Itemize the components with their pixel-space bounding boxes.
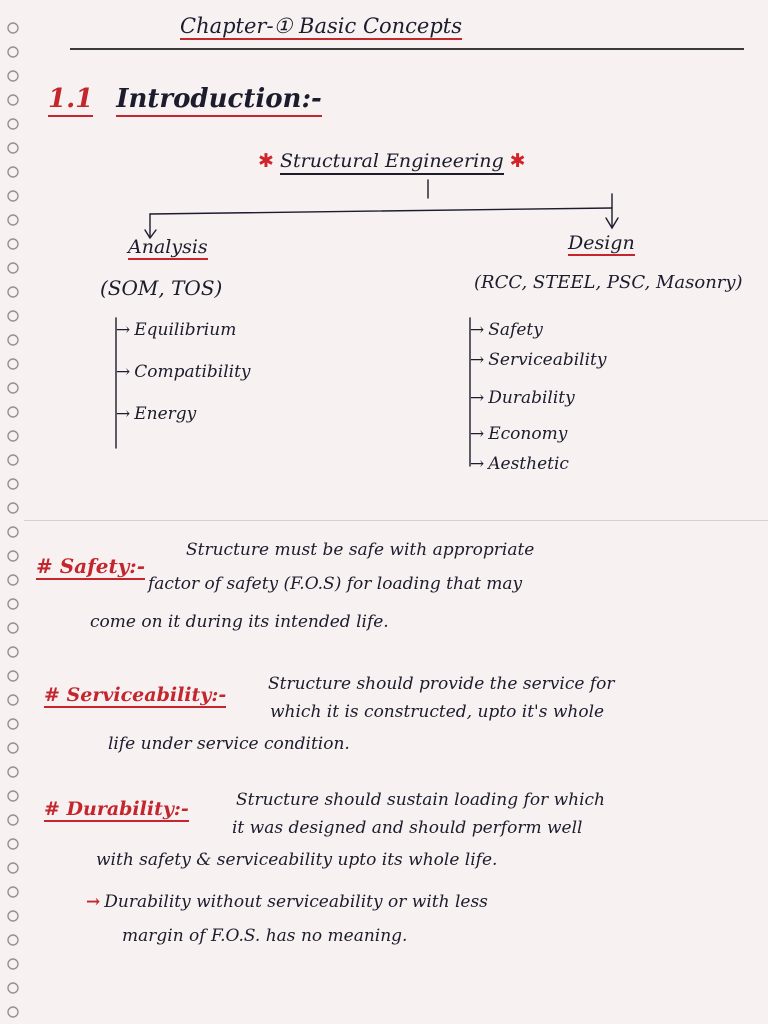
chapter-title: Chapter-① Basic Concepts bbox=[180, 14, 463, 38]
arrow-right-icon: → bbox=[470, 320, 485, 340]
arrow-right-icon: → bbox=[470, 454, 485, 474]
durability-line: with safety & serviceability upto its whole life. bbox=[96, 850, 498, 870]
arrow-right-icon: → bbox=[116, 404, 131, 424]
arrow-right-icon: → bbox=[470, 388, 485, 408]
ruled-line bbox=[70, 48, 744, 50]
arrow-right-icon: → bbox=[86, 892, 101, 912]
safety-line: Structure must be safe with appropriate bbox=[186, 540, 535, 560]
ruled-line bbox=[24, 520, 768, 521]
durability-heading: # Durability:- bbox=[44, 798, 189, 820]
safety-line: come on it during its intended life. bbox=[90, 612, 389, 632]
design-subtitle: (RCC, STEEL, PSC, Masonry) bbox=[474, 272, 743, 293]
design-item: → Safety bbox=[470, 320, 543, 340]
safety-heading: # Safety:- bbox=[36, 554, 145, 578]
durability-note: margin of F.O.S. has no meaning. bbox=[122, 926, 408, 946]
diagram-root-label: Structural Engineering bbox=[280, 150, 504, 175]
serviceability-line: which it is constructed, upto it's whole bbox=[270, 702, 605, 722]
arrow-right-icon: → bbox=[470, 424, 485, 444]
arrow-right-icon: → bbox=[116, 362, 131, 382]
durability-note: → Durability without serviceability or with less bbox=[86, 892, 488, 912]
diagram-root bbox=[258, 150, 526, 172]
serviceability-line: Structure should provide the service for bbox=[268, 674, 615, 694]
design-item: → Economy bbox=[470, 424, 568, 444]
design-item: → Durability bbox=[470, 388, 575, 408]
section-number: 1.1 bbox=[48, 84, 93, 117]
arrow-right-icon: → bbox=[116, 320, 131, 340]
analysis-title: Analysis bbox=[128, 236, 208, 258]
serviceability-heading: # Serviceability:- bbox=[44, 684, 227, 706]
durability-line: it was designed and should perform well bbox=[232, 818, 583, 838]
design-title: Design bbox=[568, 232, 635, 254]
arrow-right-icon: → bbox=[470, 350, 485, 370]
design-item: → Aesthetic bbox=[470, 454, 569, 474]
star-icon: ✱ bbox=[509, 150, 526, 172]
section-title: Introduction:- bbox=[116, 84, 322, 117]
serviceability-line: life under service condition. bbox=[108, 734, 350, 754]
star-icon: ✱ bbox=[258, 150, 274, 172]
analysis-subtitle: (SOM, TOS) bbox=[100, 276, 223, 300]
safety-line: factor of safety (F.O.S) for loading that may bbox=[148, 574, 523, 594]
analysis-item: → Compatibility bbox=[116, 362, 251, 382]
analysis-item: → Equilibrium bbox=[116, 320, 237, 340]
durability-line: Structure should sustain loading for which bbox=[236, 790, 606, 810]
section-heading bbox=[48, 84, 322, 114]
spiral-binding bbox=[0, 0, 24, 1024]
design-item: → Serviceability bbox=[470, 350, 607, 370]
analysis-item: → Energy bbox=[116, 404, 197, 424]
